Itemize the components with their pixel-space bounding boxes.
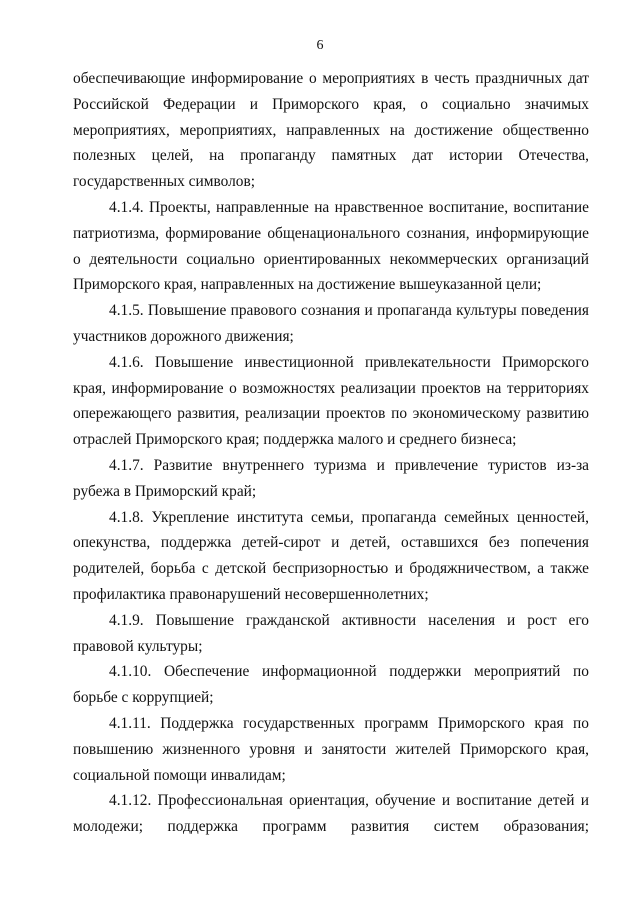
page-number: 6	[316, 38, 324, 53]
paragraph-4-1-3-continuation: обеспечивающие информирование о мероприятиях в честь праздничных дат Российской Федерации и Приморского края, о социально значимых мероприятиях, мероприятиях, направленных на достижение общественно полезных целей, на пропаганду памятных дат истории Отечества, государственных символов;	[73, 70, 589, 191]
paragraph-4-1-5: 4.1.5. Повышение правового сознания и пропаганда культуры поведения участников дорожного движения;	[73, 302, 589, 345]
body-text	[73, 66, 589, 840]
paragraph-4-1-6: 4.1.6. Повышение инвестиционной привлекательности Приморского края, информирование о возможностях реализации проектов на территориях опережающего развития, реализации проектов по экономическому развитию отраслей Приморского края; поддержка малого и среднего бизнеса;	[73, 353, 589, 449]
paragraph-4-1-12: 4.1.12. Профессиональная ориентация, обучение и воспитание детей и молодежи; поддержка программ развития систем образования;	[73, 792, 589, 836]
paragraph-4-1-9: 4.1.9. Повышение гражданской активности населения и рост его правовой культуры;	[73, 611, 589, 655]
paragraph-4-1-11: 4.1.11. Поддержка государственных программ Приморского края по повышению жизненного уровня и занятости жителей Приморского края, социальной помощи инвалидам;	[73, 714, 589, 784]
paragraph-4-1-7: 4.1.7. Развитие внутреннего туризма и привлечение туристов из-за рубежа в Приморский край;	[73, 456, 589, 500]
paragraph-4-1-4: 4.1.4. Проекты, направленные на нравственное воспитание, воспитание патриотизма, формирование общенационального сознания, информирующие о деятельности социально ориентированных некоммерческих организаций Приморского края, направленных на достижение вышеуказанной цели;	[73, 198, 589, 294]
paragraph-4-1-10: 4.1.10. Обеспечение информационной поддержки мероприятий по борьбе с коррупцией;	[73, 663, 589, 707]
paragraph-4-1-8: 4.1.8. Укрепление института семьи, пропаганда семейных ценностей, опекунства, поддержка детей-сирот и детей, оставшихся без попечения родителей, борьба с детской беспризорностью и бродяжничеством, а также профилактика правонарушений несовершеннолетних;	[73, 508, 589, 603]
